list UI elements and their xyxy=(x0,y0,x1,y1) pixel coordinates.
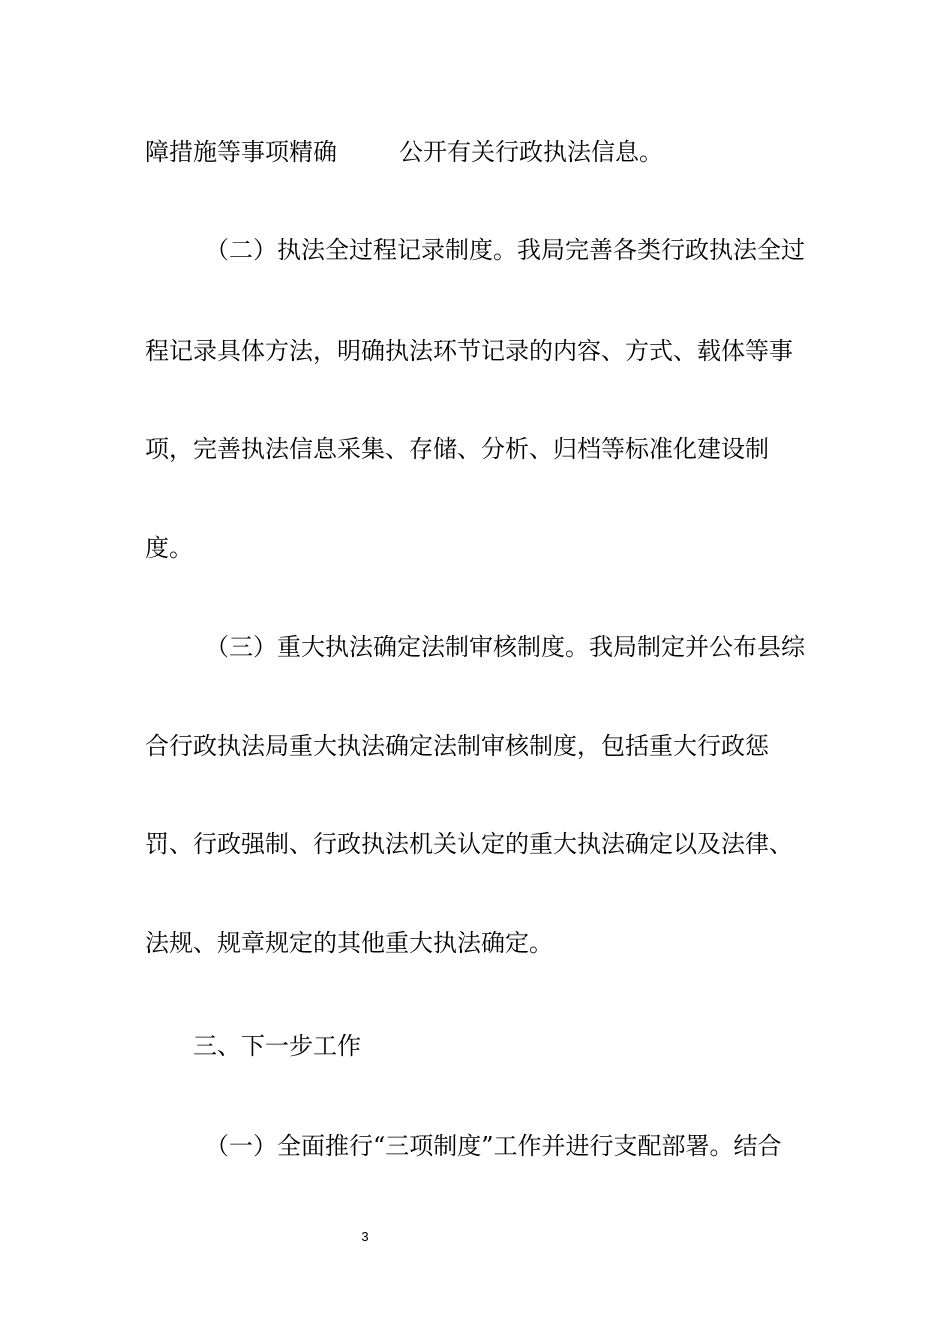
section-heading: 三、下一步工作 xyxy=(193,1032,361,1060)
paragraph-heading-line: （二）执法全过程记录制度。我局完善各类行政执法全过 xyxy=(205,236,805,264)
text-line: 程记录具体方法，明确执法环节记录的内容、方式、载体等事 xyxy=(145,337,793,365)
text-line: 项，完善执法信息采集、存储、分析、归档等标准化建设制 xyxy=(145,435,769,463)
page-number: 3 xyxy=(361,1229,369,1244)
text-fragment: 公开有关行政执法信息。 xyxy=(399,138,663,166)
text-line: 罚、行政强制、行政执法机关认定的重大执法确定以及法律、 xyxy=(145,830,793,858)
text-fragment: 障措施等事项精确 xyxy=(145,138,337,166)
text-line: 法规、规章规定的其他重大执法确定。 xyxy=(145,929,553,957)
text-line: 合行政执法局重大执法确定法制审核制度，包括重大行政惩 xyxy=(145,732,769,760)
paragraph-heading-line: （三）重大执法确定法制审核制度。我局制定并公布县综 xyxy=(205,633,805,661)
text-line xyxy=(145,137,663,167)
text-line: 度。 xyxy=(145,534,193,562)
paragraph-heading-line: （一）全面推行“三项制度”工作并进行支配部署。结合 xyxy=(205,1132,782,1160)
